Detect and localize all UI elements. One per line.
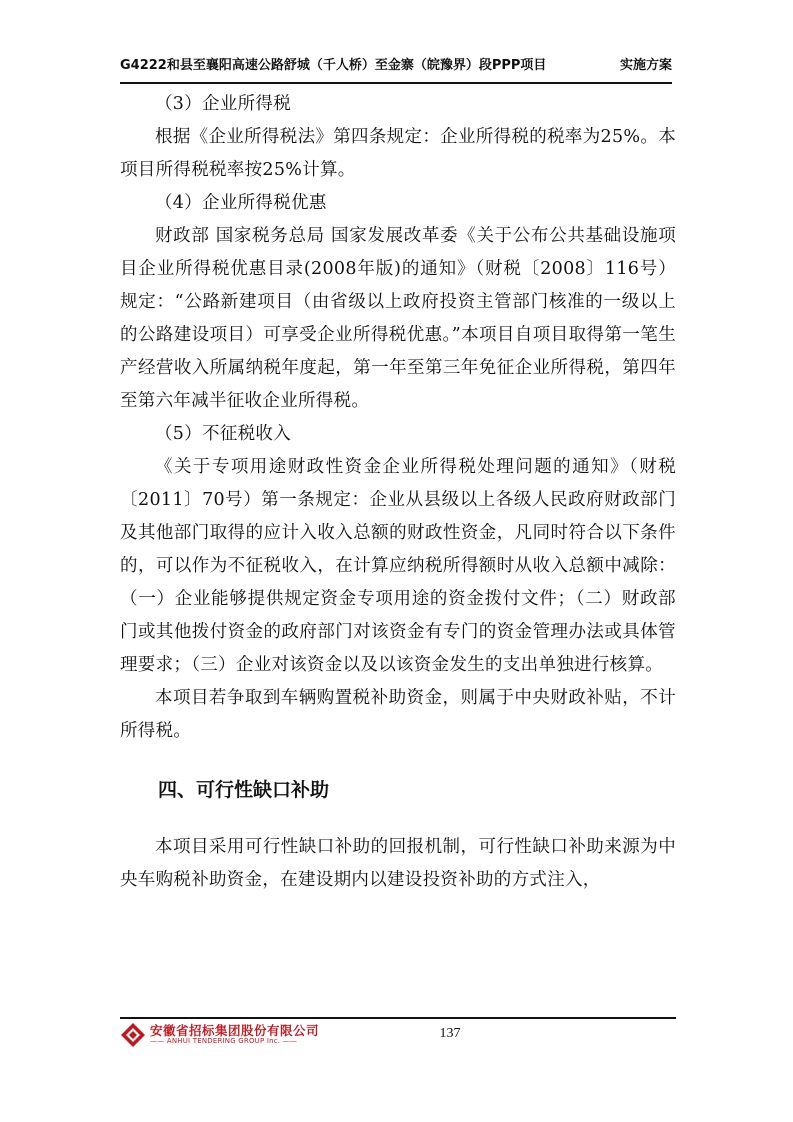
paragraph: 财政部 国家税务总局 国家发展改革委《关于公布公共基础设施项目企业所得税优惠目录(2008年版)的通知》（财税〔2008〕116号）规定：“公路新建项目（由省级以上政府投资主管部门核准的一级以上的公路建设项目）可享受企业所得税优惠。”本项目自项目取得第一笔生产经营收入所属纳税年度起，第一年至第三年免征企业所得税，第四年至第六年减半征收企业所得税。 bbox=[120, 226, 676, 411]
company-logo bbox=[120, 1020, 330, 1050]
subsection-title: （5）不征税收入 bbox=[155, 424, 292, 444]
company-english-name: —— ANHUI TENDERING GROUP Inc. —— bbox=[150, 1037, 298, 1045]
subsection-title: （4）企业所得税优惠 bbox=[155, 193, 327, 213]
section-label: 实施方案 bbox=[619, 58, 672, 73]
footer-divider bbox=[120, 1017, 676, 1019]
company-logo-icon bbox=[120, 1022, 146, 1048]
company-name: 安徽省招标集团股份有限公司 bbox=[150, 1023, 320, 1038]
paragraph: 根据《企业所得税法》第四条规定：企业所得税的税率为25%。本项目所得税税率按25%计算。 bbox=[120, 127, 676, 180]
page-number: 137 bbox=[439, 1026, 461, 1041]
paragraph: 本项目采用可行性缺口补助的回报机制，可行性缺口补助来源为中央车购税补助资金，在建设期内以建设投资补助的方式注入， bbox=[120, 837, 676, 890]
document-body bbox=[120, 88, 676, 897]
page-header bbox=[120, 52, 672, 84]
paragraph: 《关于专项用途财政性资金企业所得税处理问题的通知》（财税〔2011〕70号）第一条规定：企业从县级以上各级人民政府财政部门及其他部门取得的应计入收入总额的财政性资金，凡同时符合以下条件的，可以作为不征税收入，在计算应纳税所得额时从收入总额中减除：（一）企业能够提供规定资金专项用途的资金拨付文件；（二）财政部门或其他拨付资金的政府部门对该资金有专门的资金管理办法或具体管理要求；（三）企业对该资金以及以该资金发生的支出单独进行核算。 bbox=[120, 457, 676, 675]
paragraph: 本项目若争取到车辆购置税补助资金，则属于中央财政补贴，不计所得税。 bbox=[120, 688, 676, 741]
section-heading: 四、可行性缺口补助 bbox=[158, 779, 330, 801]
subsection-title: （3）企业所得税 bbox=[155, 94, 292, 114]
document-title: G4222和县至襄阳高速公路舒城（千人桥）至金寨（皖豫界）段PPP项目 bbox=[120, 58, 547, 73]
